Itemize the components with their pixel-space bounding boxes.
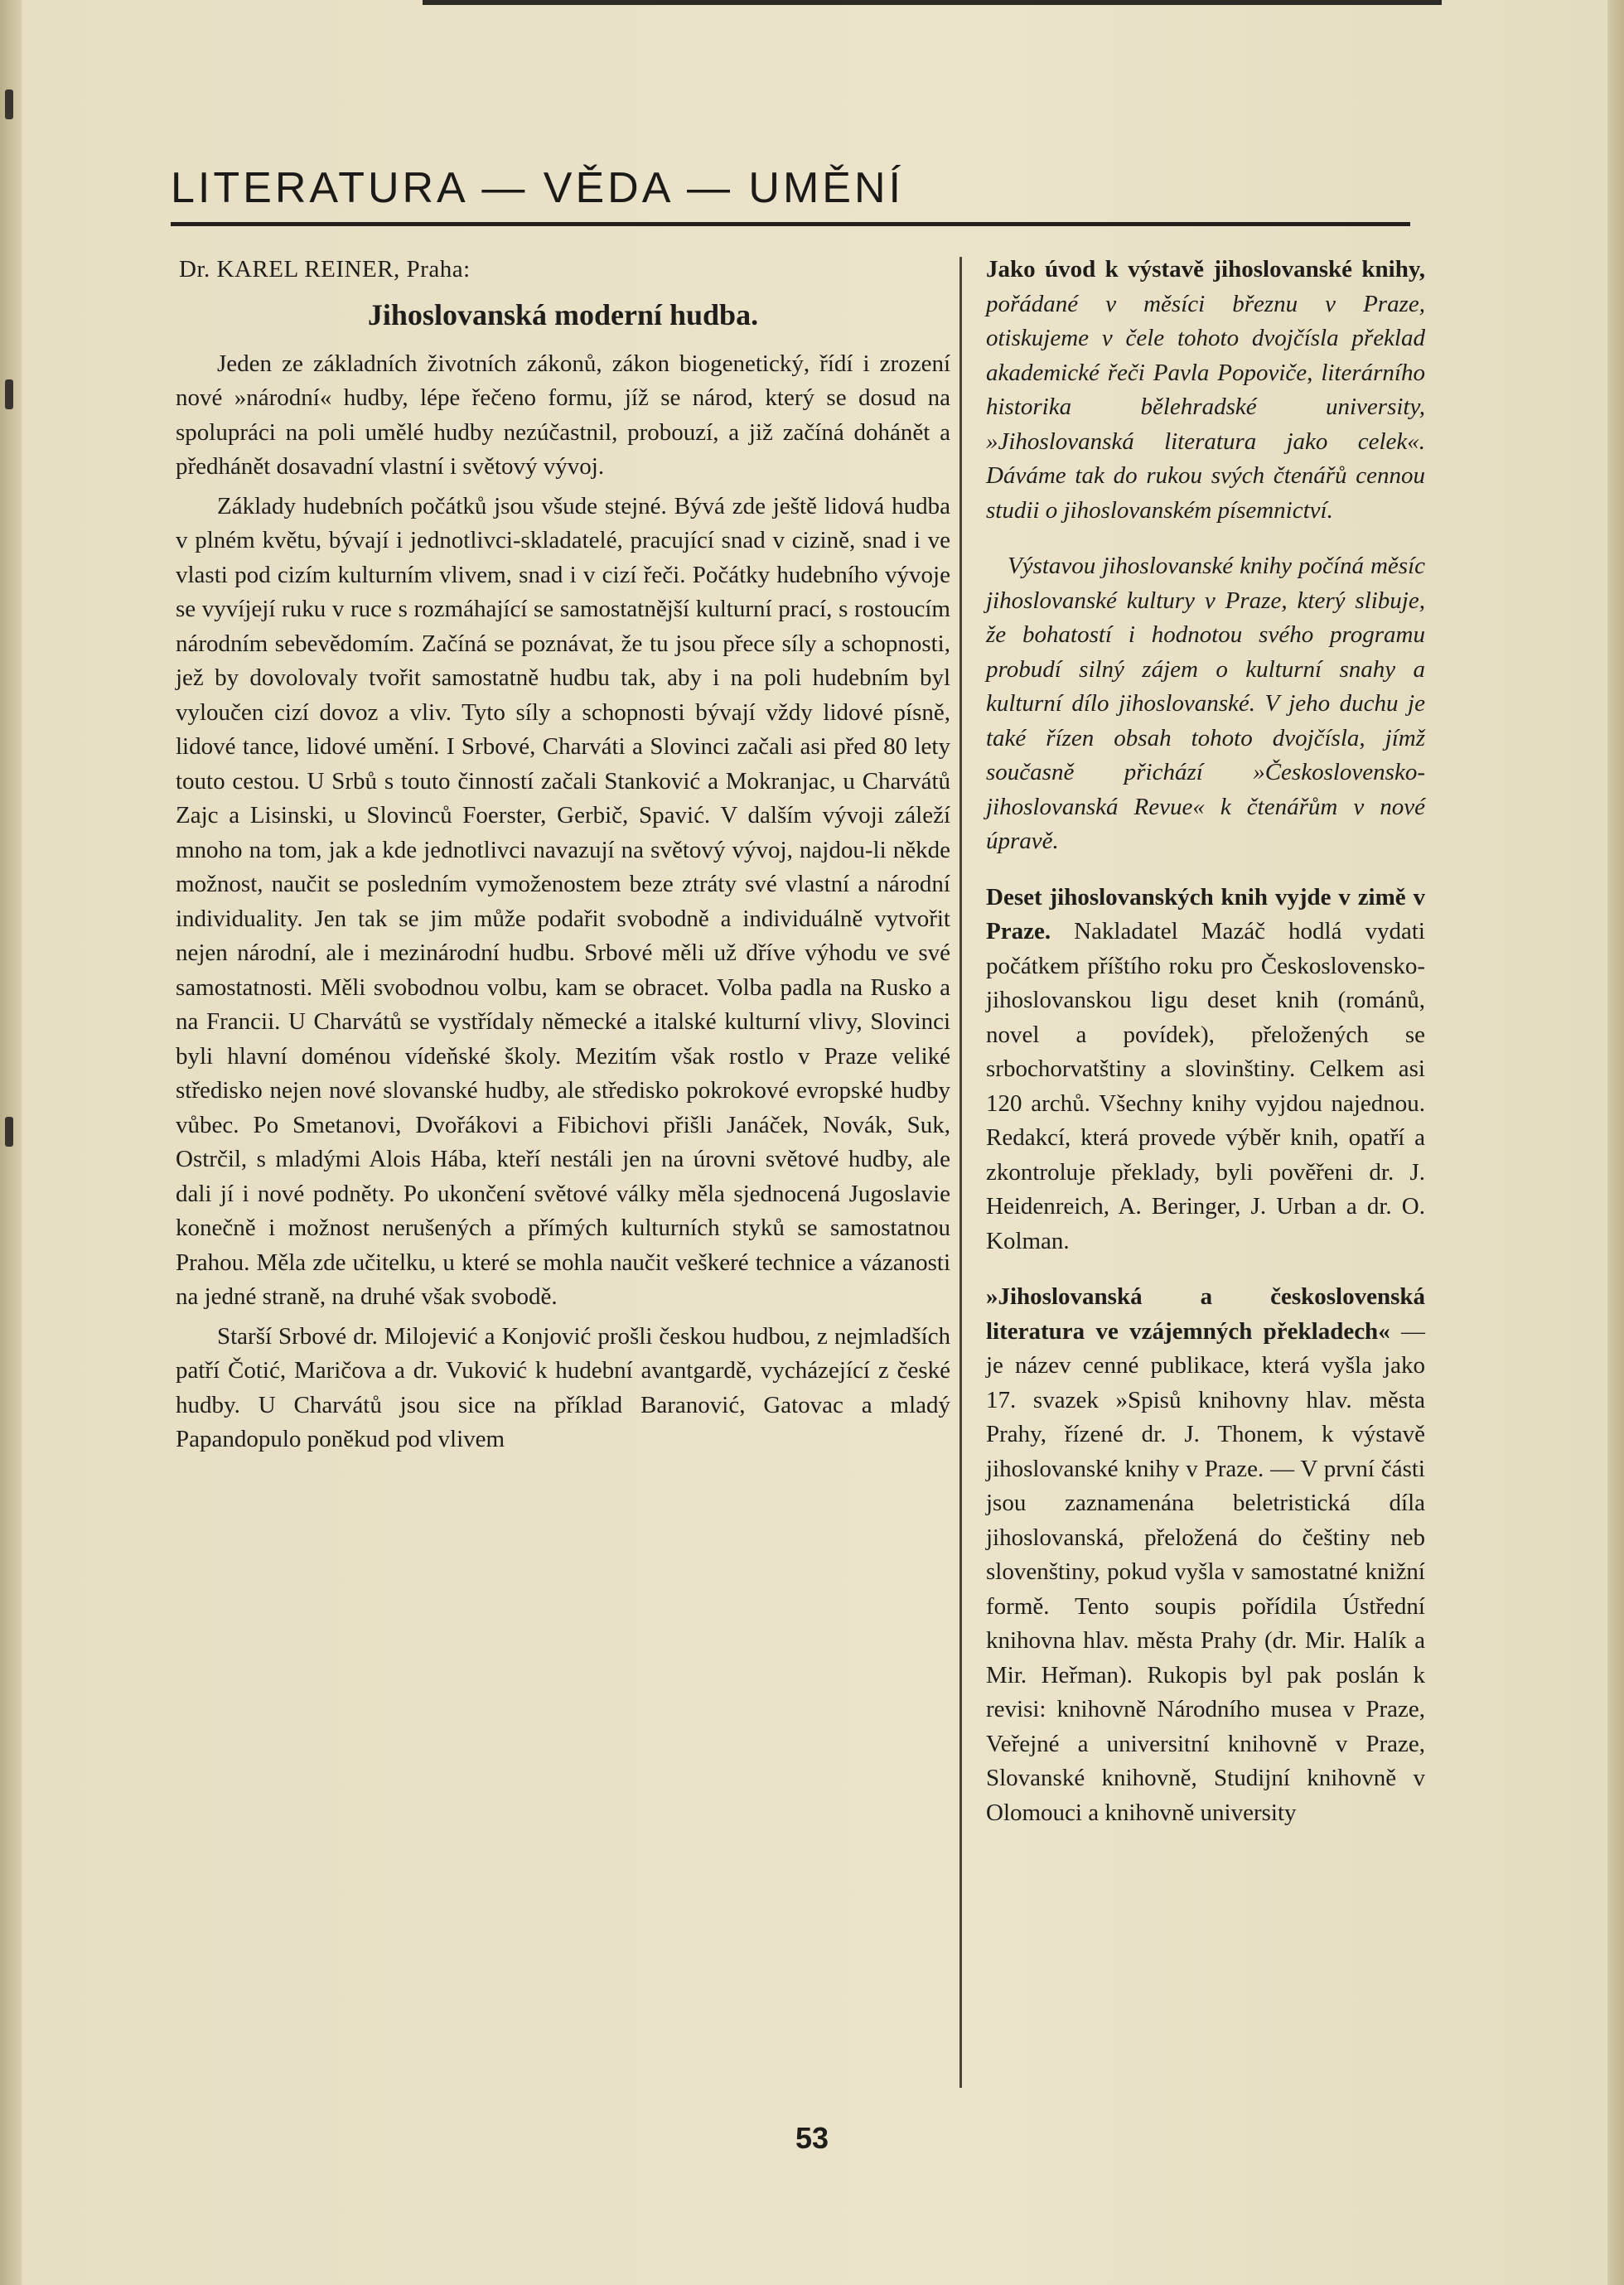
books-notice-text: Nakladatel Mazáč hodlá vydati počátkem příštího roku pro Československo-jihoslovanskou ligu deset knih (románů, novel a povídek), přeložených se srbochorvatštiny a slovinštiny. Celkem asi 120 archů. Všechny knihy vyjdou najednou. Redakcí, která provede výběr knih, opatří a zkontroluje překlady, byli pověřeni dr. J. Heidenreich, A. Beringer, J. Urban a dr. O. Kolman. (986, 918, 1425, 1254)
exhibition-notice (986, 253, 1425, 528)
translations-notice (986, 1280, 1425, 1830)
page-number: 53 (795, 2121, 829, 2155)
books-notice-lead: Deset jihoslovanských knih vyjde v zimě v Praze. (986, 883, 1425, 944)
top-rule (423, 0, 1442, 5)
culture-month-notice: Výstavou jihoslovanské knihy počíná měsíc jihoslovanské kultury v Praze, který slibuje, že bohatostí i hodnotou svého programu probudí silný zájem o kulturní snahy a kulturní dílo jihoslovanské. V jeho duchu je také řízen obsah tohoto dvojčísla, jímž současně přichází »Československo-jihoslovanská Revue« k čtenářům v nové úpravě. (986, 553, 1425, 854)
article-paragraph: Základy hudebních počátků jsou všude stejné. Bývá zde ještě lidová hudba v plném květu, bývají i jednotlivci-skladatelé, pracující snad v cizině, snad i ve vlasti pod cizím kulturním vlivem, snad i v cizí řeči. Počátky hudebního vývoje se vyvíjejí ruku v ruce s rozmáhající se samostatnější kulturní prací, s rostoucím národním sebevědomím. Začíná se poznávat, že tu jsou přece síly a schopnosti, jež by dovolovaly tvořit samostatně hudbu tak, aby i na poli hudebním byl vyloučen cizí dovoz a vliv. Tyto síly a schopnosti bývají vždy lidové písně, lidové tance, lidové umění. I Srbové, Charváti a Slovinci začali asi před 80 lety touto cestou. U Srbů s touto činností začali Stanković a Mokranjac, u Charvátů Zajc a Lisinski, u Slovinců Foerster, Gerbič, Spavić. V dalším vývoji záleží mnoho na tom, jak a kde jednotlivci navazují na světový vývoj, najdou-li někde možnost, naučit se posledním vymoženostem beze ztráty své vlastní a národní individuality. Jen tak se jim může podařit svobodně a individuálně vytvořit nejen národní, ale i mezinárodní hudbu. Srbové měli už dříve výhodu ve své samostatnosti. Měli svobodnou volbu, kam se obracet. Volba padla na Rusko a na Francii. U Charvátů se vystřídaly německé a italské kulturní vlivy, Slovinci byli hlavní doménou vídeňské školy. Mezitím však rostlo v Praze veliké středisko nejen nové slovanské hudby, ale středisko pokrokové evropské hudby vůbec. Po Smetanovi, Dvořákovi a Fibichovi přišli Janáček, Novák, Suk, Ostrčil, s mladými Alois Hába, kteří nestáli jen na úrovni světové hudby, ale dali jí i nové podněty. Po ukončení světové války měla sjednocená Jugoslavie konečně i možnost nerušených a přímých kulturních styků se samostatnou Prahou. Měla zde učitelku, u které se mohla naučit veškeré technice a vázanosti na jedné straně, na druhé však svobodě. (176, 492, 950, 1310)
binding-mark (5, 1117, 13, 1147)
column-divider (959, 257, 962, 2088)
news-column (986, 253, 1425, 1852)
article-paragraph: Jeden ze základních životních zákonů, zákon biogenetický, řídí i zrození nové »národní« hudby, lépe řečeno formu, jíž se národ, který se dosud na spolupráci na poli umělé hudby nezúčastnil, probouzí, a již začíná dohánět a předhánět dosavadní vlastní i světový vývoj. (176, 350, 950, 480)
article-paragraph: Starší Srbové dr. Milojević a Konjović prošli českou hudbou, z nejmladších patří Čotić, Maričova a dr. Vuković k hudební avantgardě, vycházející z české hudby. U Charvátů jsou sice na příklad Baranović, Gatovac a mladý Papandopulo poněkud pod vlivem (176, 1322, 950, 1452)
binding-mark (5, 379, 13, 409)
translations-notice-text: — je název cenné publikace, která vyšla jako 17. svazek »Spisů knihovny hlav. města Prahy, řízené dr. J. Thonem, k výstavě jihoslovanské knihy v Praze. — V první části jsou zaznamenána beletristická díla jihoslovanská, přeložená do češtiny neb slovenštiny, pokud vyšla v samostatné knižní formě. Tento soupis pořídila Ústřední knihovna hlav. města Prahy (dr. Mir. Halík a Mir. Heřman). Rukopis byl pak poslán k revisi: knihovně Národního musea v Praze, Veřejné a universitní knihovně v Praze, Slovanské knihovně, Studijní knihovně v Olomouci a knihovně university (986, 1317, 1426, 1826)
exhibition-notice-text: pořádané v měsíci březnu v Praze, otiskujeme v čele tohoto dvojčísla překlad akademické řeči Pavla Popoviče, literárního historika bělehradské university, »Jihoslovanská literatura jako celek«. Dáváme tak do rukou svých čtenářů cennou studii o jihoslovanském písemnictví. (986, 290, 1425, 524)
section-header-title: LITERATURA — VĚDA — UMĚNÍ (171, 164, 904, 212)
article-title: Jihoslovanská moderní hudba. (367, 297, 759, 331)
translations-notice-lead: »Jihoslovanská a československá literatura ve vzájemných překladech« (986, 1283, 1425, 1345)
main-article-column (176, 253, 950, 1457)
binding-mark (5, 89, 13, 119)
books-notice (986, 881, 1425, 1259)
page-right-edge (1607, 0, 1624, 2285)
header-divider (171, 222, 1410, 226)
exhibition-notice-lead: Jako úvod k výstavě jihoslovanské knihy, (986, 256, 1425, 283)
article-author: Dr. KAREL REINER, Praha: (179, 256, 471, 283)
